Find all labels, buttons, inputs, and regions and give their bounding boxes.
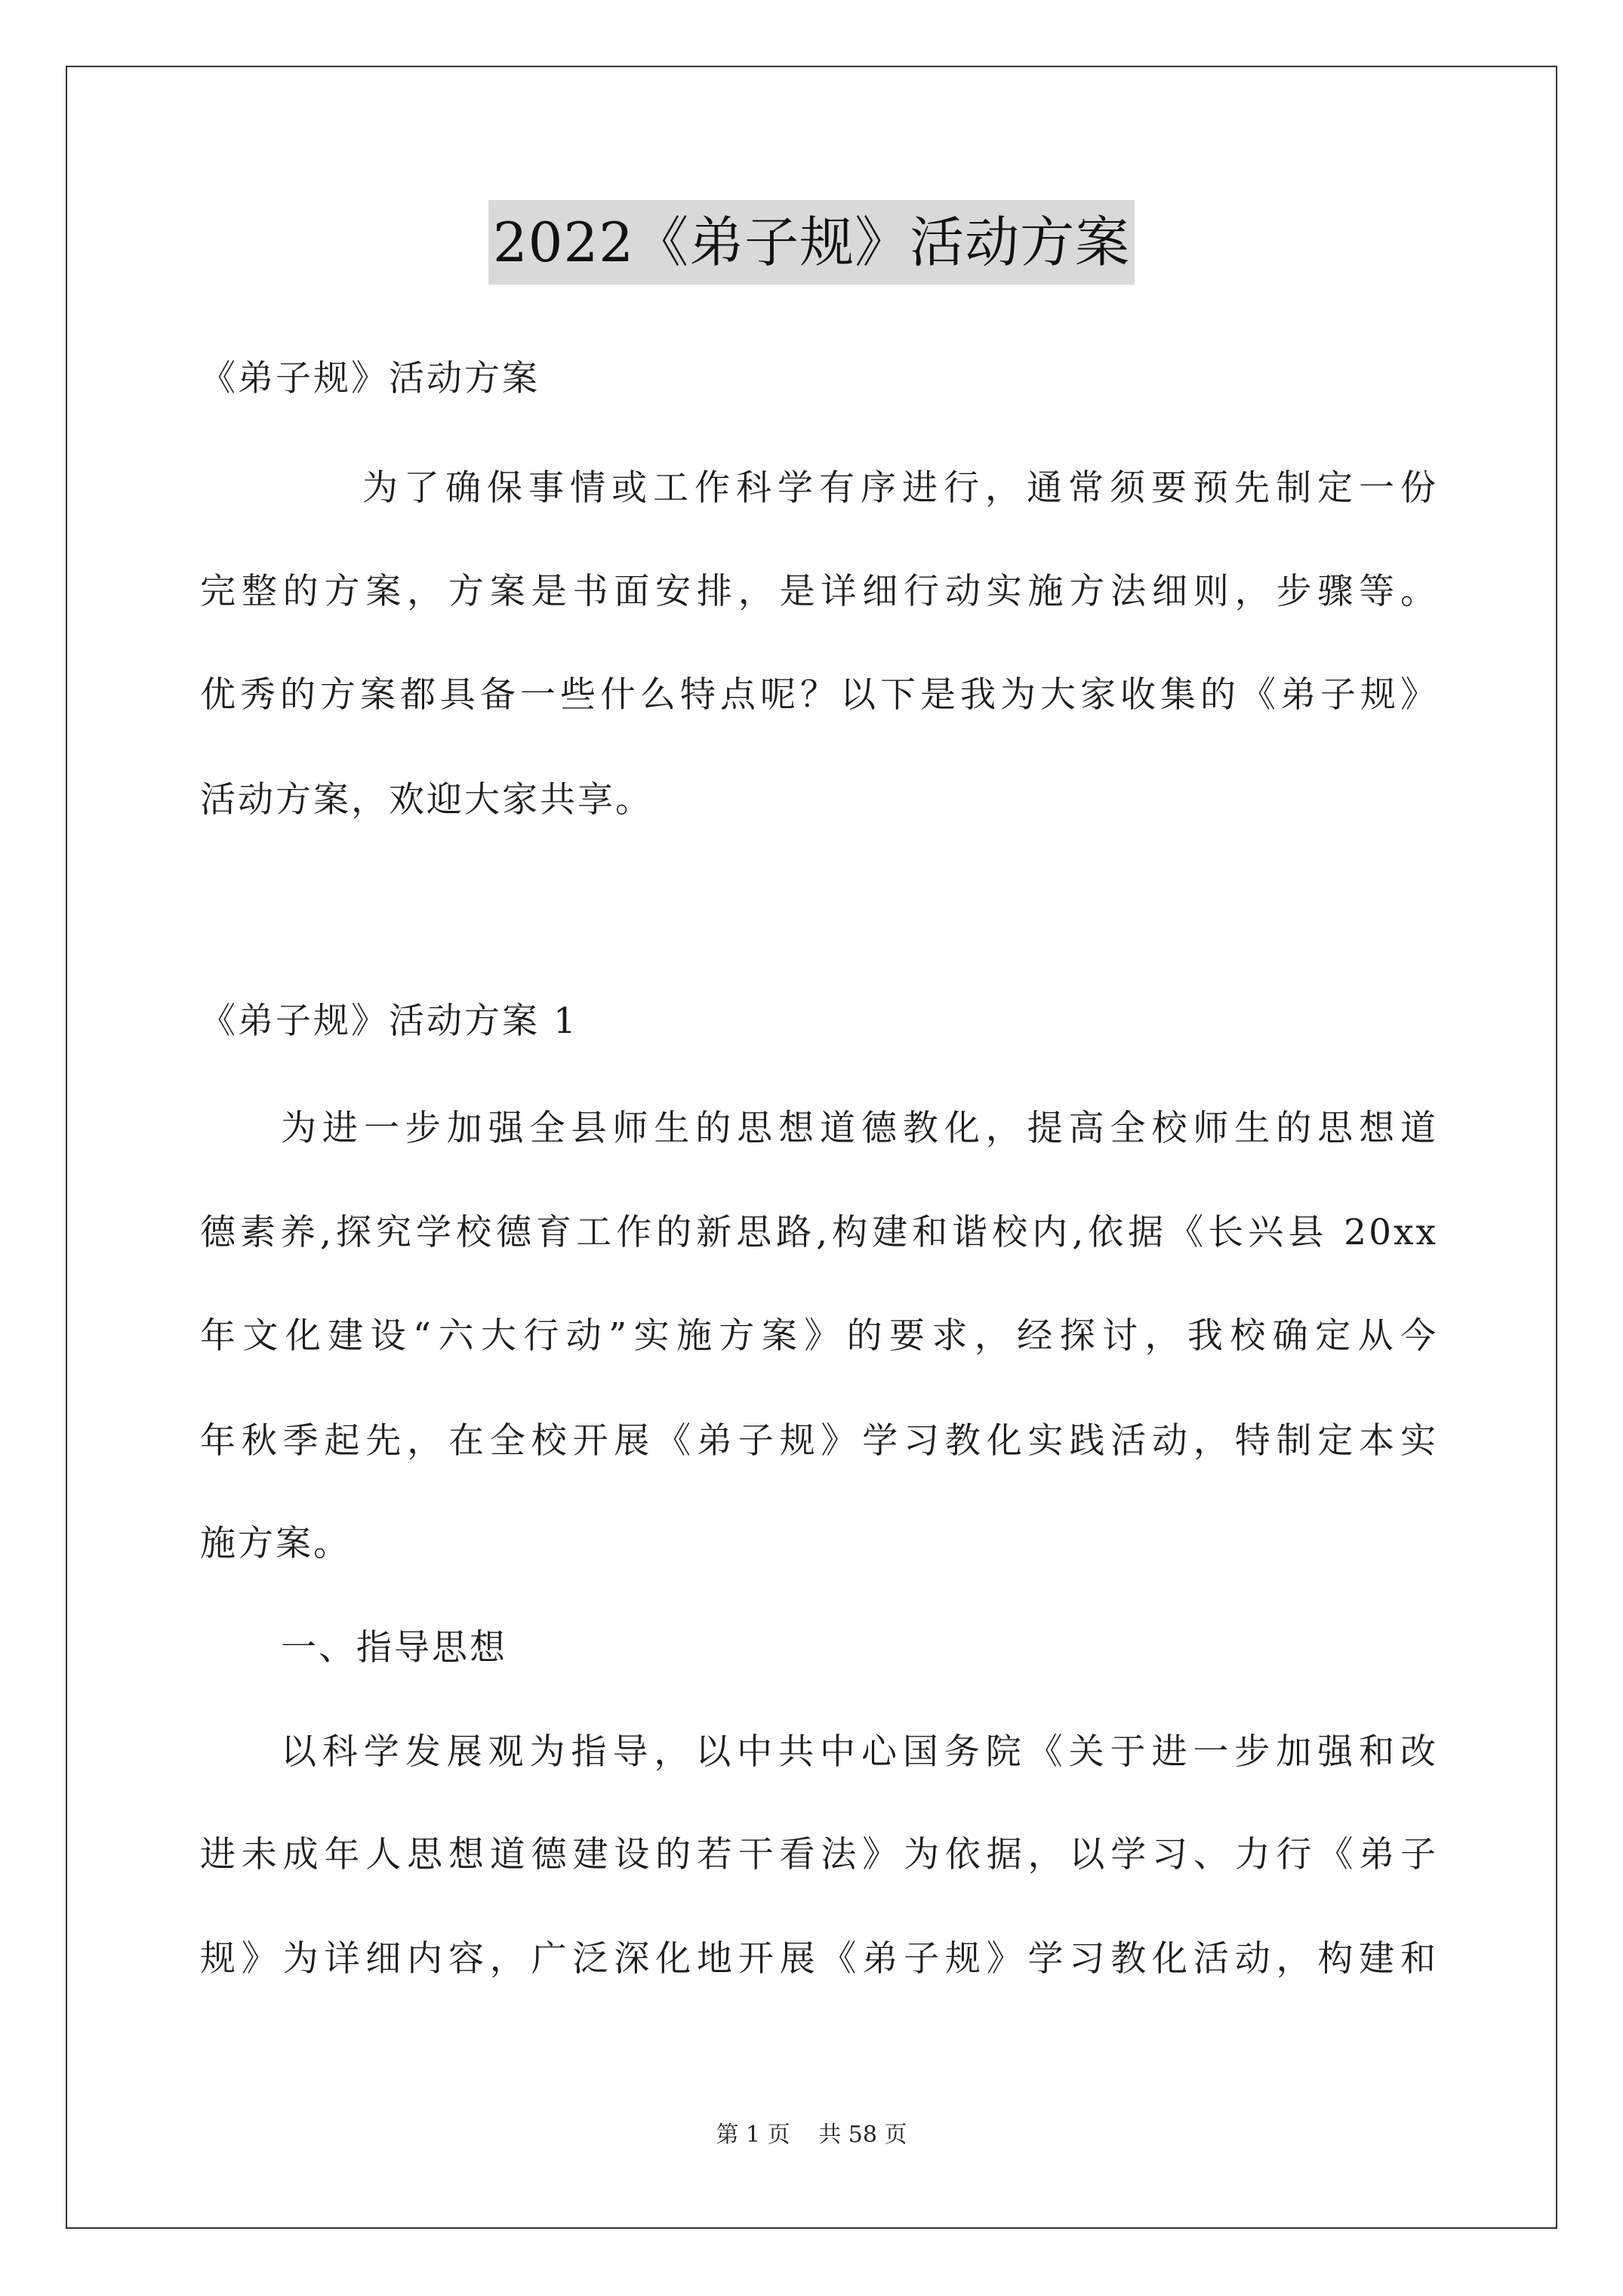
page-total: 共 58 页 (818, 2122, 907, 2148)
subheading-guiding-ideology: 一、指导思想 (281, 1627, 507, 1669)
paragraph-line: 年文化建设“六大行动”实施方案》的要求，经探讨，我校确定从今 (200, 1315, 1438, 1357)
page-number: 第 1 页 (716, 2122, 790, 2148)
paragraph-line: 年秋季起先，在全校开展《弟子规》学习教化实践活动，特制定本实 (200, 1420, 1438, 1462)
intro-line: 完整的方案，方案是书面安排，是详细行动实施方法细则，步骤等。 (200, 571, 1438, 612)
subtitle: 《弟子规》活动方案 (200, 358, 540, 399)
intro-line: 为了确保事情或工作科学有序进行，通常须要预先制定一份 (362, 467, 1438, 509)
paragraph-line: 为进一步加强全县师生的思想道德教化，提高全校师生的思想道 (281, 1108, 1438, 1149)
paragraph-line: 德素养,探究学校德育工作的新思路,构建和谐校内,依据《长兴县 20xx (200, 1212, 1438, 1253)
paragraph-line: 规》为详细内容，广泛深化地开展《弟子规》学习教化活动，构建和 (200, 1938, 1438, 1980)
document-title: 2022《弟子规》活动方案 (488, 200, 1135, 285)
section-heading: 《弟子规》活动方案 1 (200, 1000, 578, 1042)
paragraph-line: 以科学发展观为指导，以中共中心国务院《关于进一步加强和改 (281, 1731, 1438, 1773)
page-footer (0, 2120, 1623, 2150)
paragraph-line: 进未成年人思想道德建设的若干看法》为依据，以学习、力行《弟子 (200, 1834, 1438, 1875)
paragraph-line: 施方案。 (200, 1523, 351, 1564)
intro-line: 优秀的方案都具备一些什么特点呢？以下是我为大家收集的《弟子规》 (200, 674, 1438, 716)
intro-line: 活动方案，欢迎大家共享。 (200, 779, 653, 821)
title-container (0, 200, 1623, 285)
